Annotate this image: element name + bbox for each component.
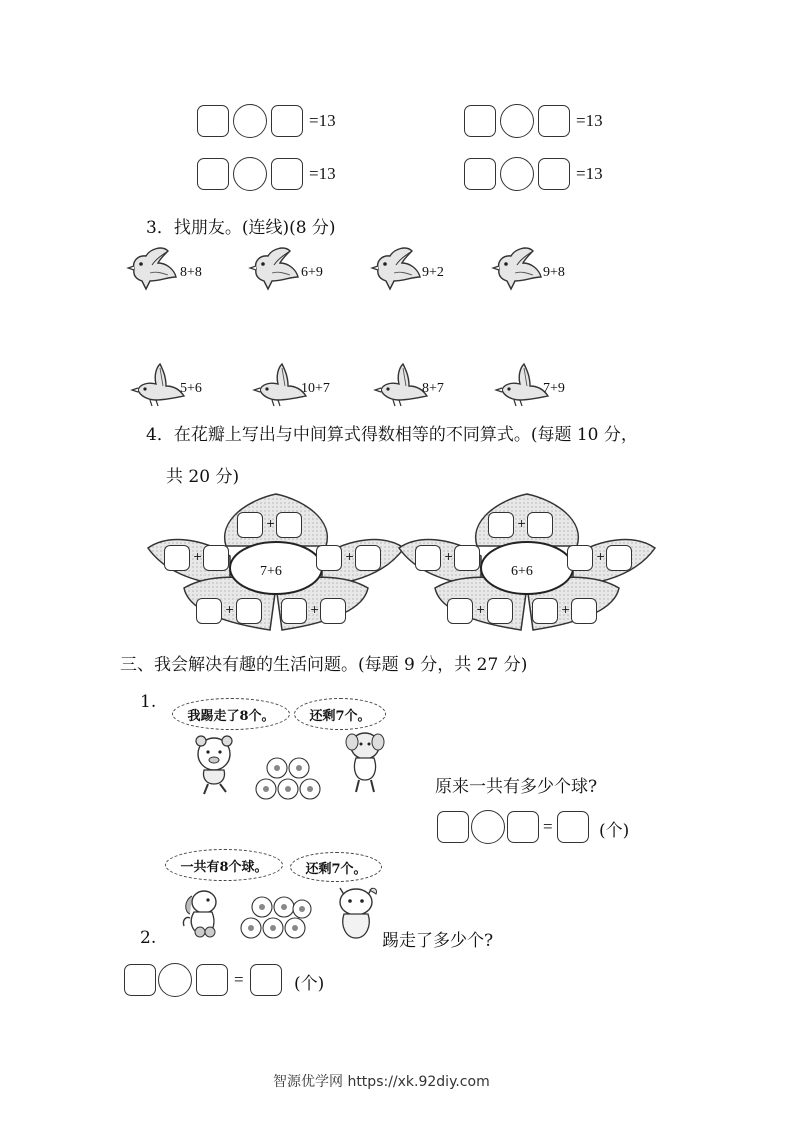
petal-box[interactable] xyxy=(196,598,222,624)
petal-plus: + xyxy=(596,550,606,563)
speech-bubble-left: 一共有8个球。 xyxy=(165,849,283,881)
flying-bird-icon xyxy=(494,364,550,408)
unit-label: (个) xyxy=(599,821,630,841)
footer-watermark: 智源优学网 https://xk.92diy.com xyxy=(273,1074,490,1090)
answer-box[interactable] xyxy=(271,158,303,190)
bird-icon xyxy=(493,247,547,293)
equation-result: =13 xyxy=(576,164,603,183)
soccer-balls-icon xyxy=(255,756,327,802)
flower-center-expression: 6+6 xyxy=(511,564,533,579)
petal-plus: + xyxy=(266,517,276,530)
problem1-number: 1. xyxy=(140,692,157,712)
bear-icon xyxy=(192,734,240,796)
petal-box[interactable] xyxy=(567,545,593,571)
bird-expression[interactable]: 6+9 xyxy=(301,265,323,280)
petal-box[interactable] xyxy=(454,545,480,571)
petal-box[interactable] xyxy=(488,512,514,538)
bird-icon xyxy=(372,247,426,293)
bird-expression[interactable]: 8+7 xyxy=(422,381,444,396)
petal-box[interactable] xyxy=(571,598,597,624)
answer-box[interactable] xyxy=(538,105,570,137)
petal-box[interactable] xyxy=(203,545,229,571)
petal-box[interactable] xyxy=(447,598,473,624)
problem2-question: 踢走了多少个? xyxy=(382,931,494,951)
operator-circle[interactable] xyxy=(471,810,505,844)
speech-bubble-left: 我踢走了8个。 xyxy=(172,698,290,730)
bird-icon xyxy=(250,247,304,293)
bird-expression[interactable]: 5+6 xyxy=(180,381,202,396)
operator-circle[interactable] xyxy=(233,157,267,191)
petal-plus: + xyxy=(561,603,571,616)
operator-circle[interactable] xyxy=(158,963,192,997)
equals-sign: = xyxy=(543,817,553,836)
petal-box[interactable] xyxy=(487,598,513,624)
problem1-question: 原来一共有多少个球? xyxy=(435,777,598,797)
petal-box[interactable] xyxy=(237,512,263,538)
petal-box[interactable] xyxy=(276,512,302,538)
operator-circle[interactable] xyxy=(233,104,267,138)
flying-bird-icon xyxy=(252,364,308,408)
petal-box[interactable] xyxy=(316,545,342,571)
q4-title-line1: 4．在花瓣上写出与中间算式得数相等的不同算式。(每题 10 分， xyxy=(146,425,638,445)
speech-bubble-right: 还剩7个。 xyxy=(294,698,386,730)
flower-center-expression: 7+6 xyxy=(260,564,282,579)
soccer-balls-icon xyxy=(240,895,312,941)
petal-box[interactable] xyxy=(320,598,346,624)
petal-box[interactable] xyxy=(164,545,190,571)
answer-box[interactable] xyxy=(196,964,228,996)
operator-circle[interactable] xyxy=(500,157,534,191)
bird-expression[interactable]: 9+8 xyxy=(543,265,565,280)
answer-box[interactable] xyxy=(124,964,156,996)
answer-box[interactable] xyxy=(464,158,496,190)
bird-expression[interactable]: 9+2 xyxy=(422,265,444,280)
answer-box[interactable] xyxy=(437,811,469,843)
bird-expression[interactable]: 10+7 xyxy=(301,381,330,396)
equation-result: =13 xyxy=(309,111,336,130)
petal-box[interactable] xyxy=(415,545,441,571)
dog-icon xyxy=(180,886,224,942)
elephant-icon xyxy=(342,728,388,794)
petal-box[interactable] xyxy=(236,598,262,624)
answer-box[interactable] xyxy=(464,105,496,137)
answer-box[interactable] xyxy=(197,105,229,137)
answer-box[interactable] xyxy=(538,158,570,190)
answer-box[interactable] xyxy=(197,158,229,190)
petal-plus: + xyxy=(193,550,203,563)
cat-icon xyxy=(332,880,380,944)
petal-plus: + xyxy=(345,550,355,563)
petal-plus: + xyxy=(444,550,454,563)
petal-plus: + xyxy=(225,603,235,616)
answer-box[interactable] xyxy=(507,811,539,843)
petal-box[interactable] xyxy=(527,512,553,538)
petal-plus: + xyxy=(310,603,320,616)
petal-box[interactable] xyxy=(281,598,307,624)
flying-bird-icon xyxy=(130,364,186,408)
problem2-number: 2. xyxy=(140,928,157,948)
section3-title: 三、我会解决有趣的生活问题。(每题 9 分，共 27 分) xyxy=(120,655,528,675)
speech-bubble-right: 还剩7个。 xyxy=(290,852,382,882)
petal-plus: + xyxy=(517,517,527,530)
unit-label: (个) xyxy=(294,974,325,994)
q4-title-line2: 共 20 分) xyxy=(166,467,240,487)
flying-bird-icon xyxy=(373,364,429,408)
equation-result: =13 xyxy=(309,164,336,183)
equation-result: =13 xyxy=(576,111,603,130)
answer-box[interactable] xyxy=(271,105,303,137)
equals-sign: = xyxy=(234,970,244,989)
petal-box[interactable] xyxy=(532,598,558,624)
answer-box[interactable] xyxy=(557,811,589,843)
petal-box[interactable] xyxy=(355,545,381,571)
operator-circle[interactable] xyxy=(500,104,534,138)
petal-box[interactable] xyxy=(606,545,632,571)
bird-icon xyxy=(128,247,182,293)
q3-title: 3．找朋友。(连线)(8 分) xyxy=(146,218,336,238)
bird-expression[interactable]: 8+8 xyxy=(180,265,202,280)
petal-plus: + xyxy=(476,603,486,616)
bird-expression[interactable]: 7+9 xyxy=(543,381,565,396)
answer-box[interactable] xyxy=(250,964,282,996)
